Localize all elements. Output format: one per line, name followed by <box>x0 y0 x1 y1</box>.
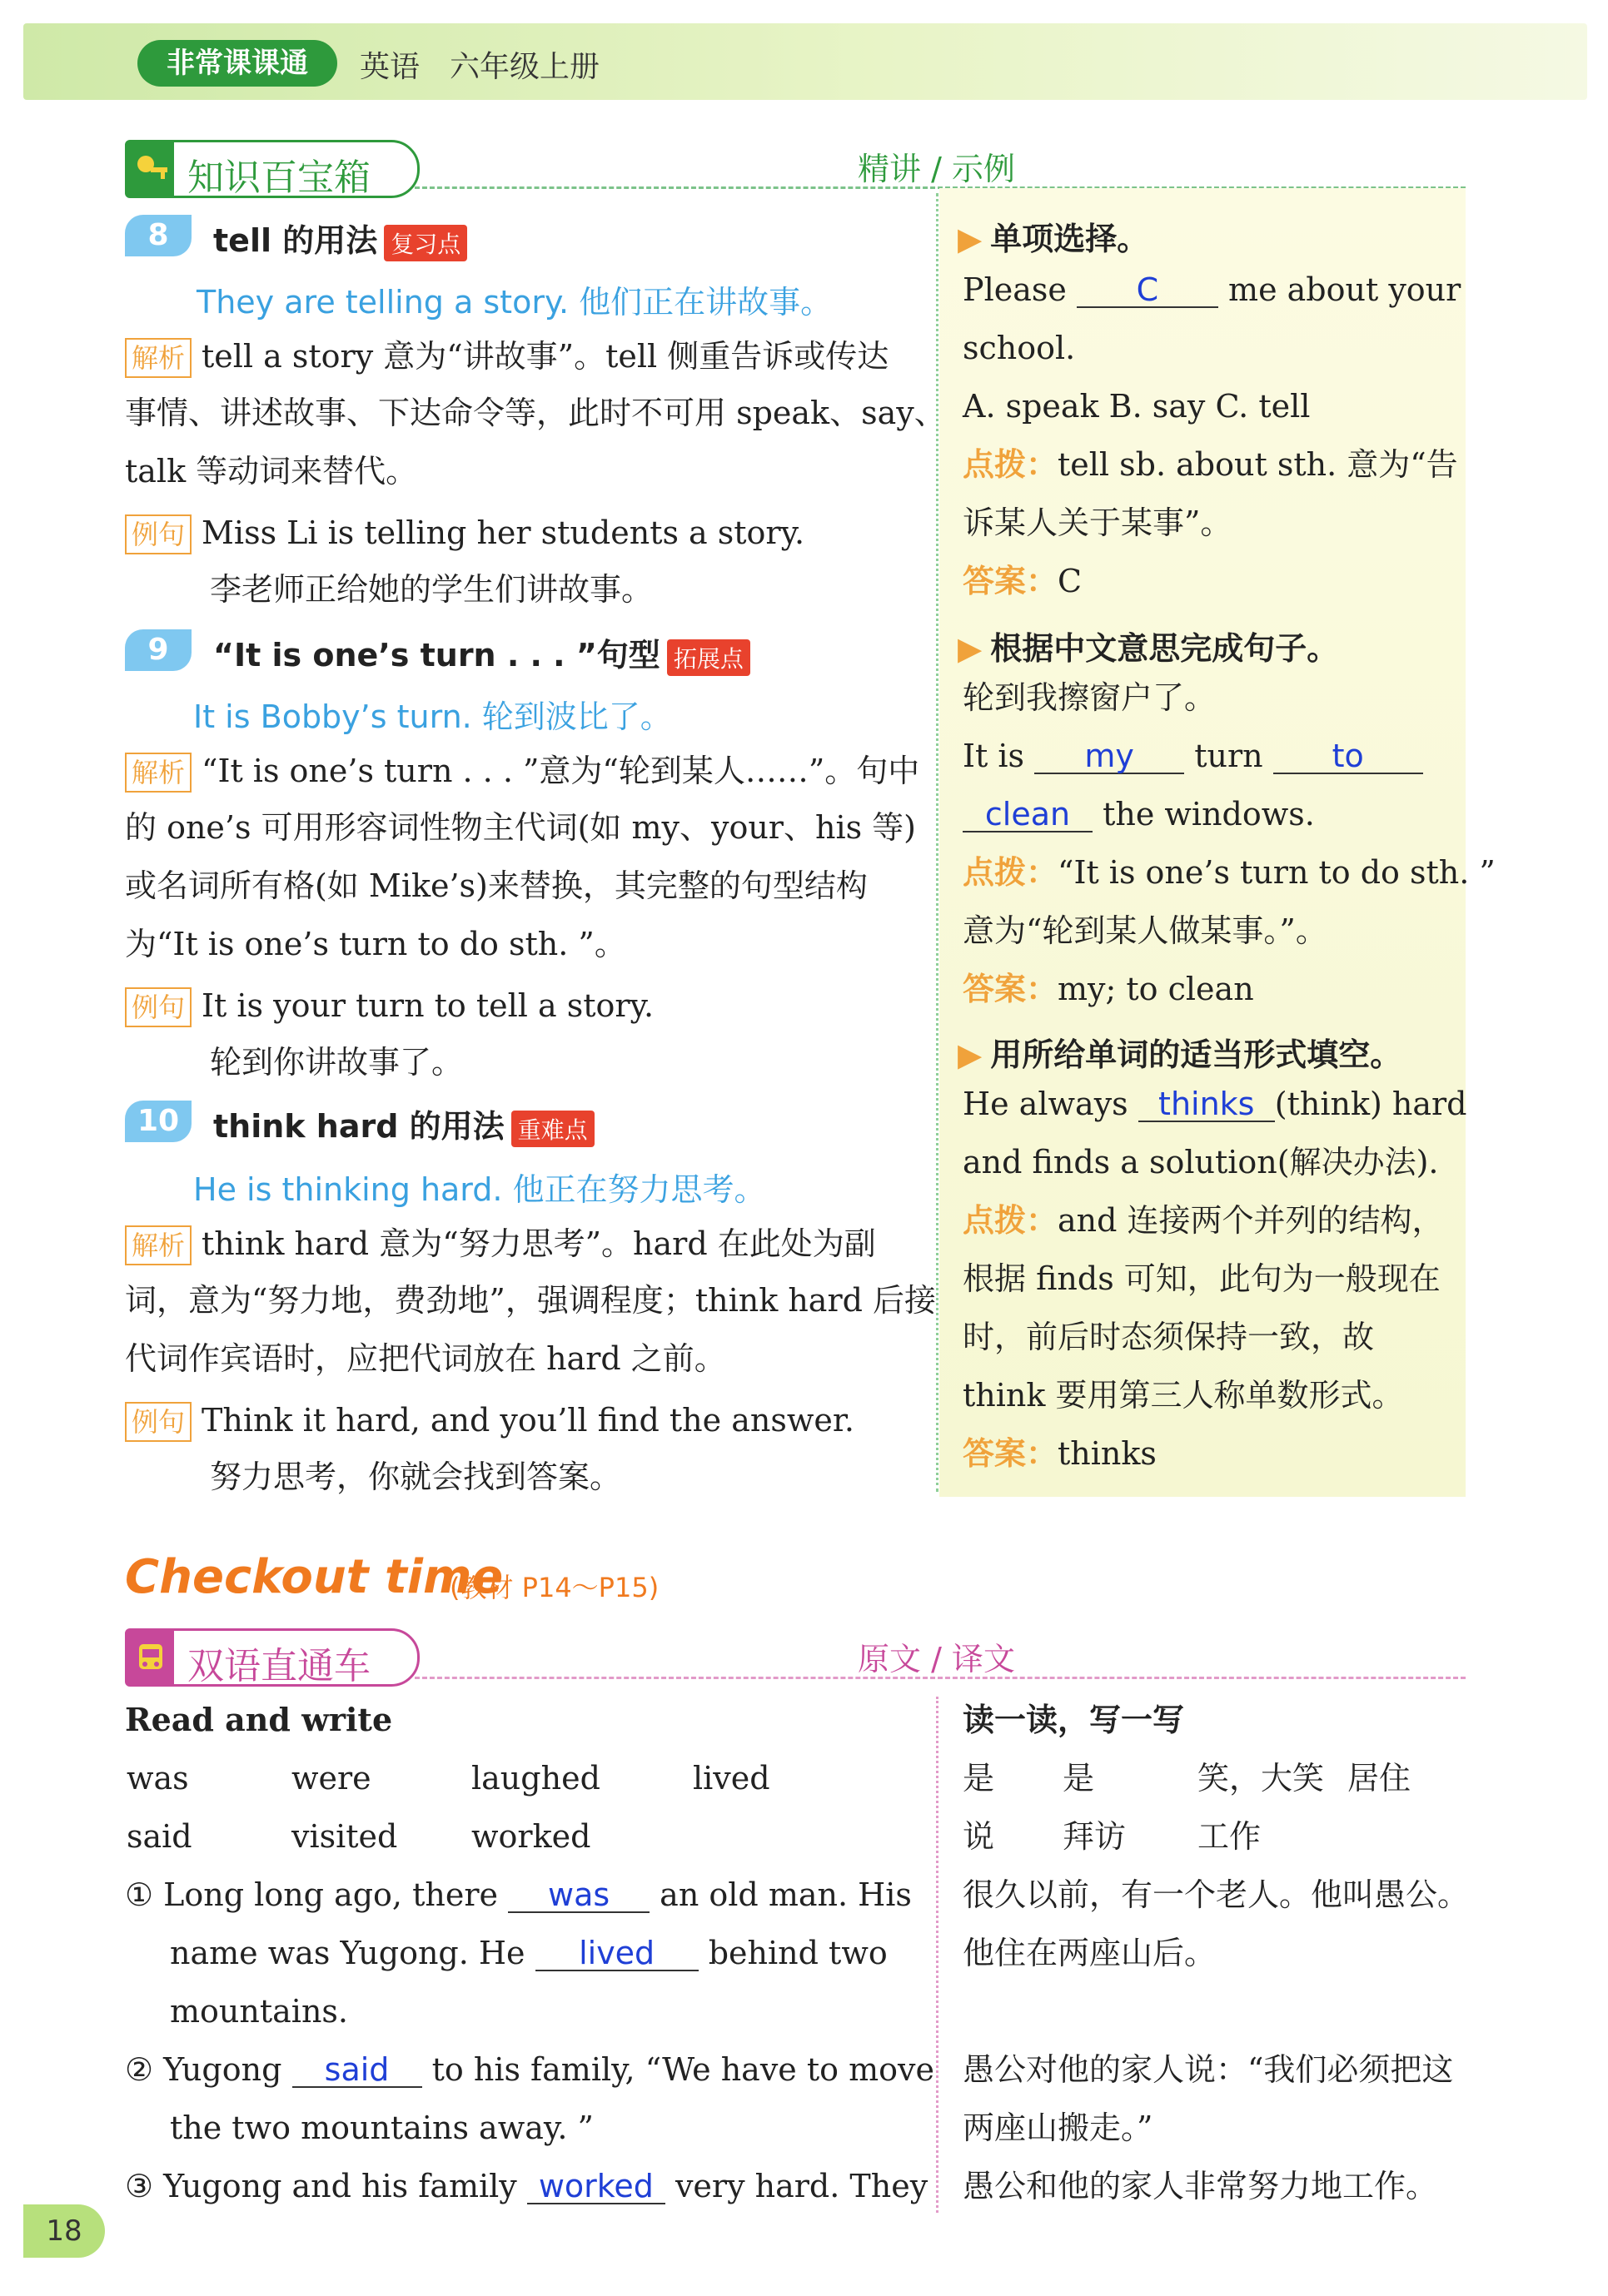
answer-blank: was <box>508 1878 650 1913</box>
triangle-icon: ▶ <box>958 1036 983 1073</box>
example-line: 例句 It is your turn to tell a story. <box>125 987 654 1027</box>
answer-blank: to <box>1273 739 1423 774</box>
analysis-line: 为“It is one’s turn to do sth. ”。 <box>125 926 626 962</box>
exercise-heading: ▶ 单项选择。 <box>958 221 1149 257</box>
point-title: think hard 的用法 重难点 <box>213 1101 595 1147</box>
example-translation: 李老师正给她的学生们讲故事。 <box>210 571 654 608</box>
key-difficulty-badge: 重难点 <box>511 1111 595 1147</box>
exercise-prompt-cn: 轮到我擦窗户了。 <box>963 679 1217 716</box>
exercise-hint: think 要用第三人称单数形式。 <box>963 1377 1404 1414</box>
example-sentence: It is Bobby’s turn. 轮到波比了。 <box>193 698 672 735</box>
analysis-line: 代词作宾语时，应把代词放在 hard 之前。 <box>125 1340 726 1377</box>
word-translation: 笑，大笑 <box>1197 1760 1325 1797</box>
passage-translation: 很久以前，有一个老人。他叫愚公。 <box>963 1876 1470 1913</box>
analysis-line: 解析 tell a story 意为“讲故事”。tell 侧重告诉或传达 <box>125 338 889 378</box>
exercise-answer: 答案：C <box>963 563 1083 599</box>
exercise-question: Please C me about your <box>963 271 1461 308</box>
exercise-question: school. <box>963 330 1076 366</box>
exercise-hint: 点拨：and 连接两个并列的结构， <box>963 1202 1444 1239</box>
subject-label: 英语 <box>360 50 421 84</box>
translation-heading: 读一读，写一写 <box>963 1702 1185 1738</box>
review-badge: 复习点 <box>384 225 467 261</box>
point-title: tell 的用法 复习点 <box>213 215 467 261</box>
exercise-hint: 意为“轮到某人做某事。”。 <box>963 912 1327 949</box>
exercise-hint: 点拨：tell sb. about sth. 意为“告 <box>963 446 1458 483</box>
series-label: 非常课课通 <box>137 40 337 87</box>
train-icon <box>127 1631 174 1684</box>
exercise-question: He always thinks (think) hard <box>963 1086 1467 1122</box>
word-item: laughed <box>471 1760 600 1797</box>
passage-translation: 愚公和他的家人非常努力地工作。 <box>963 2168 1438 2204</box>
sentence-tag: 例句 <box>125 987 192 1027</box>
answer-blank: thinks <box>1138 1087 1275 1122</box>
section-title: 知识百宝箱 <box>187 157 371 199</box>
answer-blank: C <box>1077 273 1218 308</box>
exercise-question: clean the windows. <box>963 798 1315 832</box>
passage-translation: 他住在两座山后。 <box>963 1935 1217 1971</box>
word-item: visited <box>291 1818 398 1855</box>
passage-line: ① Long long ago, there was an old man. His <box>125 1876 912 1913</box>
exercise-answer: 答案：my; to clean <box>963 971 1254 1007</box>
exercise-question: It is my turn to <box>963 739 1423 774</box>
page-number: 18 <box>23 2204 105 2258</box>
word-item: lived <box>693 1760 770 1797</box>
passage-line: mountains. <box>170 1993 348 2030</box>
passage-translation: 愚公对他的家人说：“我们必须把这 <box>963 2051 1454 2088</box>
section-right-label: 精讲 / 示例 <box>858 151 1015 187</box>
section-banner-knowledge <box>125 140 420 198</box>
analysis-line: 事情、讲述故事、下达命令等，此时不可用 speak、say、 <box>125 395 946 431</box>
passage-line: ③ Yugong and his family worked very hard. They <box>125 2168 928 2204</box>
read-write-heading: Read and write <box>125 1701 393 1738</box>
analysis-line: 的 one’s 可用形容词性物主代词(如 my、your、his 等) <box>125 809 917 846</box>
analysis-line: 解析 think hard 意为“努力思考”。hard 在此处为副 <box>125 1225 876 1265</box>
word-translation: 拜访 <box>1063 1818 1127 1855</box>
word-item: were <box>291 1760 371 1797</box>
sentence-tag: 例句 <box>125 1402 192 1442</box>
exercise-answer: 答案：thinks <box>963 1435 1157 1472</box>
triangle-icon: ▶ <box>958 221 983 257</box>
extension-badge: 拓展点 <box>667 639 750 676</box>
section-title: 双语直通车 <box>187 1645 371 1687</box>
word-translation: 是 <box>1063 1760 1095 1797</box>
passage-line: ② Yugong said to his family, “We have to move <box>125 2051 934 2088</box>
analysis-tag: 解析 <box>125 1225 192 1265</box>
example-sentence: He is thinking hard. 他正在努力思考。 <box>193 1171 766 1208</box>
example-translation: 轮到你讲故事了。 <box>210 1044 464 1081</box>
key-icon <box>127 142 174 196</box>
analysis-tag: 解析 <box>125 753 192 793</box>
analysis-line: 解析 “It is one’s turn . . . ”意为“轮到某人……”。句中 <box>125 753 919 793</box>
triangle-icon: ▶ <box>958 630 983 667</box>
word-item: worked <box>471 1818 591 1855</box>
analysis-tag: 解析 <box>125 338 192 378</box>
point-number: 8 <box>125 215 192 256</box>
passage-line: name was Yugong. He lived behind two <box>170 1935 888 1971</box>
section-banner-bilingual <box>125 1628 420 1687</box>
textbook-reference: (教材 P14～P15) <box>450 1572 660 1603</box>
word-item: was <box>127 1760 189 1797</box>
analysis-line: 词，意为“努力地，费劲地”，强调程度；think hard 后接 <box>125 1282 937 1319</box>
word-translation: 居住 <box>1347 1760 1411 1797</box>
answer-blank: lived <box>535 1936 699 1971</box>
sentence-tag: 例句 <box>125 514 192 554</box>
exercise-heading: ▶ 根据中文意思完成句子。 <box>958 630 1339 667</box>
grade-label: 六年级上册 <box>450 50 600 84</box>
answer-blank: clean <box>963 798 1093 832</box>
answer-blank: said <box>292 2053 422 2088</box>
word-translation: 说 <box>963 1818 995 1855</box>
exercise-options: A. speak B. say C. tell <box>963 388 1311 425</box>
example-line: 例句 Miss Li is telling her students a story. <box>125 514 804 554</box>
exercise-hint: 时，前后时态须保持一致，故 <box>963 1319 1375 1355</box>
word-translation: 工作 <box>1197 1818 1262 1855</box>
passage-translation: 两座山搬走。” <box>963 2110 1153 2146</box>
point-number: 9 <box>125 629 192 671</box>
word-item: said <box>127 1818 192 1855</box>
passage-line: the two mountains away. ” <box>170 2110 594 2146</box>
column-divider <box>936 1697 938 2213</box>
example-sentence: They are telling a story. 他们正在讲故事。 <box>197 284 833 321</box>
exercise-hint: 点拨：“It is one’s turn to do sth. ” <box>963 854 1496 891</box>
point-title: “It is one’s turn . . . ”句型 拓展点 <box>213 629 750 676</box>
example-translation: 努力思考，你就会找到答案。 <box>210 1459 622 1495</box>
exercise-panel <box>939 188 1466 1497</box>
answer-blank: worked <box>527 2169 665 2204</box>
exercise-heading: ▶ 用所给单词的适当形式填空。 <box>958 1036 1402 1073</box>
exercise-question: and finds a solution(解决办法). <box>963 1144 1439 1180</box>
analysis-line: 或名词所有格(如 Mike’s)来替换，其完整的句型结构 <box>125 867 868 904</box>
word-translation: 是 <box>963 1760 995 1797</box>
exercise-hint: 根据 finds 可知，此句为一般现在 <box>963 1260 1441 1297</box>
answer-blank: my <box>1034 739 1184 774</box>
point-number: 10 <box>125 1101 192 1142</box>
example-line: 例句 Think it hard, and you’ll find the answer. <box>125 1402 854 1442</box>
analysis-line: talk 等动词来替代。 <box>125 453 418 490</box>
section-right-label: 原文 / 译文 <box>858 1641 1015 1677</box>
exercise-hint: 诉某人关于某事”。 <box>963 504 1232 541</box>
checkout-title: Checkout time <box>125 1550 504 1604</box>
column-divider <box>936 193 938 1492</box>
